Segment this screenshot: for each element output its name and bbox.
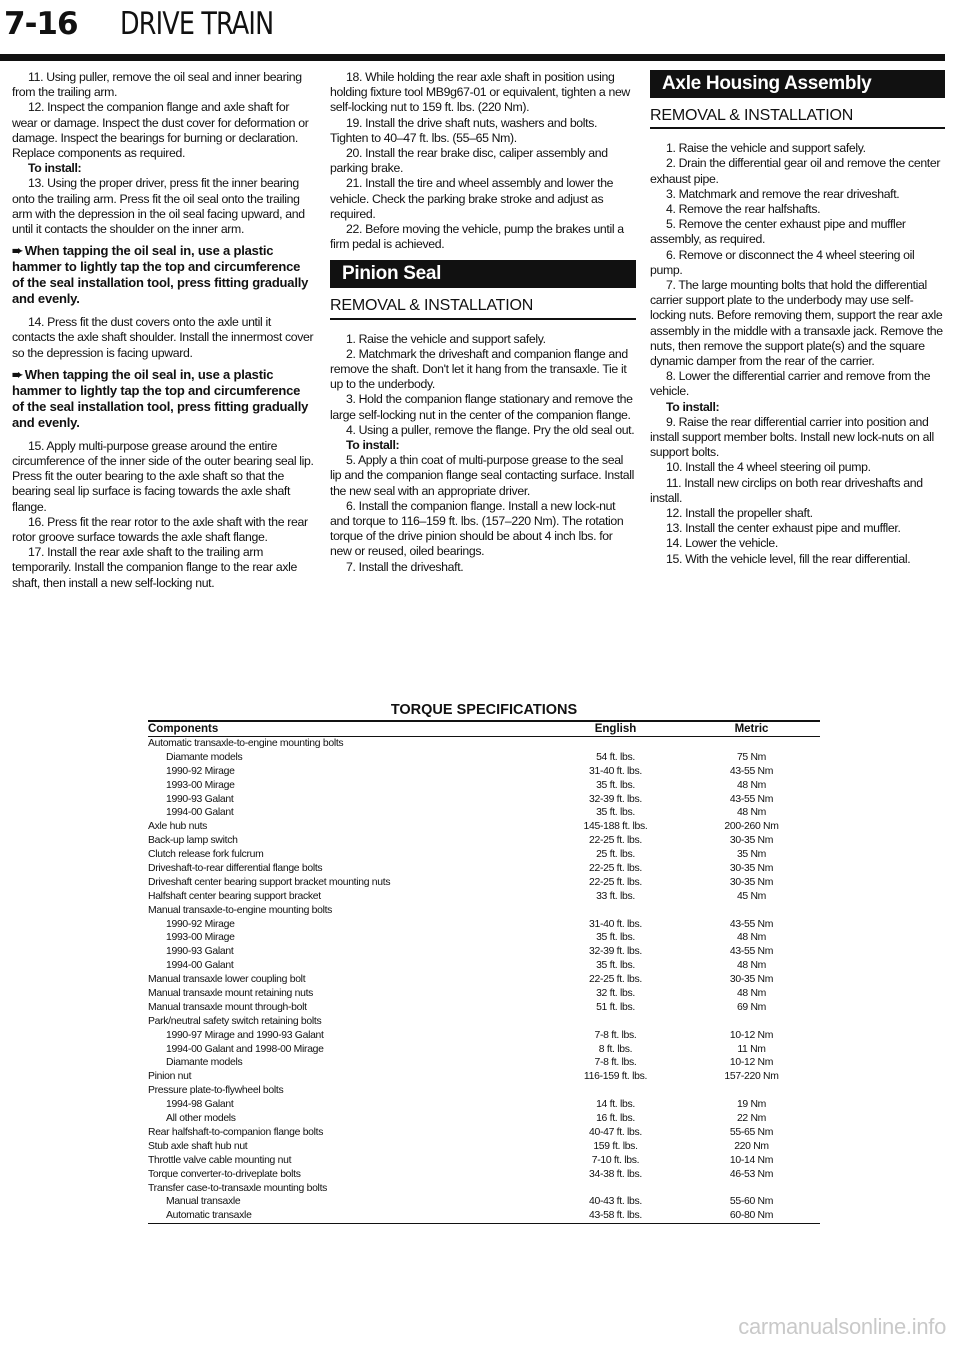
table-row [148, 1098, 820, 1112]
metric-cell [683, 1015, 820, 1029]
english-cell: 14 ft. lbs. [596, 1099, 635, 1111]
table-row [148, 1126, 820, 1140]
component-cell: Park/neutral safety switch retaining bolts [148, 1015, 322, 1027]
english-cell: 31-40 ft. lbs. [589, 765, 642, 777]
pinion-to-install-heading: To install: [346, 438, 400, 453]
english-cell: 33 ft. lbs. [596, 890, 635, 902]
metric-cell: 48 Nm [736, 932, 767, 944]
axle-removal-heading: REMOVAL & INSTALLATION [650, 108, 945, 129]
torque-header-row [148, 720, 820, 737]
english-cell: 7-8 ft. lbs. [594, 1057, 637, 1069]
component-cell: Driveshaft-to-rear differential flange bolts [148, 863, 323, 875]
step-21: 21. Install the tire and wheel assembly and lower the vehicle. Check the parking brake stroke and adjust as required. [330, 176, 614, 221]
table-row [148, 779, 820, 793]
table-row [148, 806, 820, 820]
component-cell: Rear halfshaft-to-companion flange bolts [148, 1126, 324, 1138]
watermark: carmanualsonline.info [738, 1314, 946, 1339]
pinion-step-2: 2. Matchmark the driveshaft and companion flange and remove the shaft. Don't let it hang from the transaxle. Tie it up to the underbody. [330, 346, 628, 392]
english-cell: 32 ft. lbs. [596, 988, 635, 1000]
english-cell: 8 ft. lbs. [598, 1043, 633, 1055]
column-3 [650, 70, 945, 567]
component-cell: Clutch release fork fulcrum [148, 849, 264, 861]
table-row [148, 1001, 820, 1015]
step-22: 22. Before moving the vehicle, pump the brakes until a firm pedal is achieved. [330, 222, 624, 252]
metric-cell: 43-55 Nm [729, 765, 774, 777]
metric-cell: 55-60 Nm [729, 1196, 774, 1208]
to-install-heading: To install: [28, 161, 82, 176]
metric-cell: 43-55 Nm [729, 793, 774, 805]
metric-cell: 75 Nm [736, 751, 767, 763]
metric-cell: 11 Nm [737, 1043, 766, 1055]
header-english: English [594, 723, 637, 735]
english-cell: 51 ft. lbs. [596, 1001, 635, 1013]
table-row [148, 765, 820, 779]
component-cell: 1994-00 Galant [166, 960, 234, 972]
component-cell: Throttle valve cable mounting nut [148, 1154, 292, 1166]
metric-cell [683, 737, 820, 751]
section-title: DRIVE TRAIN [120, 6, 274, 42]
axle-step-13: 13. Install the center exhaust pipe and muffler. [666, 521, 901, 536]
axle-step-4: 4. Remove the rear halfshafts. [666, 202, 821, 217]
component-cell: 1990-92 Mirage [166, 765, 235, 777]
torque-footer-rule [148, 1223, 820, 1224]
english-cell: 54 ft. lbs. [596, 751, 635, 763]
component-cell: Automatic transaxle-to-engine mounting bolts [148, 738, 344, 749]
torque-title: TORQUE SPECIFICATIONS [390, 702, 578, 718]
english-cell: 35 ft. lbs. [596, 807, 635, 819]
english-cell [548, 904, 683, 918]
english-cell: 40-43 ft. lbs. [589, 1196, 642, 1208]
metric-cell: 220 Nm [734, 1140, 769, 1152]
step-13: 13. Using the proper driver, press fit the inner bearing onto the trailing arm. Press fit the oil seal onto the trailing arm with the depression in the oil seal facing upward, and until it contacts the shoulder on the inner arm. [12, 176, 305, 237]
english-cell: 32-39 ft. lbs. [589, 946, 642, 958]
table-row [148, 862, 820, 876]
table-row [148, 1070, 820, 1084]
pinion-seal-heading: Pinion Seal [330, 260, 636, 288]
step-18: 18. While holding the rear axle shaft in position using holding fixture tool MB9g67-01 or equivalent, tighten a new self-locking nut to 159 ft. lbs. (220 Nm). [330, 70, 630, 115]
axle-step-11: 11. Install new circlips on both rear driveshafts and install. [650, 475, 923, 505]
note-2 [12, 367, 314, 431]
english-cell: 34-38 ft. lbs. [589, 1168, 642, 1180]
torque-body [148, 737, 820, 1223]
component-cell: Stub axle shaft hub nut [148, 1140, 248, 1152]
metric-cell: 30-35 Nm [729, 863, 774, 875]
english-cell: 35 ft. lbs. [596, 960, 635, 972]
component-cell: 1994-00 Galant and 1998-00 Mirage [166, 1043, 324, 1055]
axle-step-3: 3. Matchmark and remove the rear driveshaft. [666, 186, 900, 201]
axle-step-2: 2. Drain the differential gear oil and remove the center exhaust pipe. [650, 156, 941, 186]
english-cell [548, 1084, 683, 1098]
torque-specifications [148, 702, 820, 1224]
english-cell: 22-25 ft. lbs. [589, 876, 642, 888]
note-1-text: When tapping the oil seal in, use a plastic hammer to lightly tap the top and circumference of the seal installation tool, press fitting gradually and evenly. [12, 243, 309, 307]
step-15: 15. Apply multi-purpose grease around the entire circumference of the inner side of the outer bearing seal lip. Press fit the outer bearing to the axle shaft so that the bearing seal lip surface is facing towards the axle shaft flange. [12, 438, 314, 514]
component-cell: 1993-00 Mirage [166, 932, 235, 944]
metric-cell: 43-55 Nm [729, 918, 774, 930]
axle-step-10: 10. Install the 4 wheel steering oil pump. [666, 460, 871, 475]
step-14: 14. Press fit the dust covers onto the axle until it contacts the axle shaft shoulder. Install the innermost cover so the depression is facing upward. [12, 315, 314, 360]
table-row [148, 848, 820, 862]
step-12: 12. Inspect the companion flange and axle shaft for wear or damage. Inspect the dust cover for deformation or damage. Inspect the bearings for burning or declaration. Replace components as required. [12, 100, 309, 161]
axle-step-12: 12. Install the propeller shaft. [666, 506, 813, 521]
table-row [148, 876, 820, 890]
pinion-step-4: 4. Using a puller, remove the flange. Pry the old seal out. [346, 422, 635, 437]
english-cell: 116-159 ft. lbs. [583, 1071, 648, 1083]
component-cell: Manual transaxle [166, 1196, 241, 1208]
pinion-step-1: 1. Raise the vehicle and support safely. [346, 331, 546, 346]
table-row [148, 751, 820, 765]
metric-cell: 157-220 Nm [724, 1071, 779, 1083]
table-row [148, 945, 820, 959]
metric-cell: 10-14 Nm [729, 1154, 774, 1166]
component-cell: 1993-00 Mirage [166, 779, 235, 791]
table-row [148, 890, 820, 904]
note-arrow-icon: ➨ [12, 243, 23, 259]
english-cell: 32-39 ft. lbs. [589, 793, 642, 805]
table-row [148, 931, 820, 945]
table-row [148, 1195, 820, 1209]
english-cell: 22-25 ft. lbs. [589, 974, 642, 986]
metric-cell: 30-35 Nm [729, 974, 774, 986]
english-cell [548, 1182, 683, 1196]
component-cell: Pressure plate-to-flywheel bolts [148, 1085, 284, 1097]
table-row [148, 820, 820, 834]
component-cell: Back-up lamp switch [148, 835, 238, 847]
english-cell [548, 1015, 683, 1029]
component-cell: Driveshaft center bearing support bracket mounting nuts [148, 876, 391, 888]
table-row [148, 904, 820, 918]
metric-cell: 43-55 Nm [729, 946, 774, 958]
metric-cell: 45 Nm [736, 890, 767, 902]
axle-step-6: 6. Remove or disconnect the 4 wheel steering oil pump. [650, 247, 915, 277]
metric-cell: 48 Nm [736, 779, 767, 791]
metric-cell: 55-65 Nm [729, 1126, 774, 1138]
pinion-step-6: 6. Install the companion flange. Install a new lock-nut and torque to 116–159 ft. lbs. (157–220 Nm). The rotation torque of the drive pinion should be about 4 inch lbs. for new or reused, oiled bearings. [330, 498, 624, 559]
component-cell: 1990-97 Mirage and 1990-93 Galant [166, 1029, 324, 1041]
english-cell [548, 737, 683, 751]
table-row [148, 918, 820, 932]
table-row [148, 1168, 820, 1182]
component-cell: Diamante models [166, 1057, 243, 1069]
metric-cell: 60-80 Nm [729, 1210, 774, 1222]
english-cell: 7-8 ft. lbs. [594, 1029, 637, 1041]
component-cell: Manual transaxle mount retaining nuts [148, 988, 314, 1000]
component-cell: 1990-93 Galant [166, 946, 234, 958]
metric-cell: 48 Nm [736, 988, 767, 1000]
metric-cell: 200-260 Nm [724, 821, 779, 833]
page-header [0, 6, 960, 46]
metric-cell: 69 Nm [736, 1001, 767, 1013]
step-20: 20. Install the rear brake disc, caliper assembly and parking brake. [330, 146, 608, 176]
table-row [148, 1029, 820, 1043]
table-row [148, 1043, 820, 1057]
english-cell: 31-40 ft. lbs. [589, 918, 642, 930]
metric-cell: 19 Nm [736, 1099, 767, 1111]
component-cell: Torque converter-to-driveplate bolts [148, 1168, 301, 1180]
column-2 [330, 70, 636, 575]
component-cell: 1990-93 Galant [166, 793, 234, 805]
component-cell: Manual transaxle-to-engine mounting bolts [148, 904, 333, 916]
metric-cell [683, 1084, 820, 1098]
table-row [148, 1056, 820, 1070]
english-cell: 40-47 ft. lbs. [589, 1126, 642, 1138]
axle-step-8: 8. Lower the differential carrier and remove from the vehicle. [650, 369, 931, 399]
table-row [148, 737, 820, 751]
component-cell: Manual transaxle mount through-bolt [148, 1001, 307, 1013]
note-arrow-icon: ➨ [12, 366, 23, 382]
table-row [148, 793, 820, 807]
table-row [148, 1140, 820, 1154]
component-cell: 1994-00 Galant [166, 807, 234, 819]
header-metric: Metric [734, 723, 769, 735]
table-row [148, 987, 820, 1001]
pinion-step-7: 7. Install the driveshaft. [346, 559, 464, 574]
table-row [148, 1154, 820, 1168]
metric-cell: 46-53 Nm [729, 1168, 774, 1180]
pinion-removal-heading: REMOVAL & INSTALLATION [330, 298, 636, 319]
table-row [148, 834, 820, 848]
header-rule [0, 54, 945, 61]
component-cell: Axle hub nuts [148, 821, 208, 833]
table-row [148, 1084, 820, 1098]
step-16: 16. Press fit the rear rotor to the axle shaft with the rear rotor groove surface towards the axle shaft flange. [12, 514, 308, 545]
english-cell: 35 ft. lbs. [596, 779, 635, 791]
component-cell: Automatic transaxle [166, 1210, 252, 1222]
metric-cell: 48 Nm [736, 960, 767, 972]
page-number: 7-16 [4, 6, 78, 42]
metric-cell [683, 904, 820, 918]
component-cell: Transfer case-to-transaxle mounting bolts [148, 1182, 328, 1194]
axle-to-install-heading: To install: [666, 399, 720, 414]
component-cell: Pinion nut [148, 1071, 192, 1083]
table-row [148, 973, 820, 987]
axle-step-1: 1. Raise the vehicle and support safely. [666, 141, 866, 156]
english-cell: 7-10 ft. lbs. [591, 1154, 640, 1166]
component-cell: 1994-98 Galant [166, 1099, 234, 1111]
axle-step-14: 14. Lower the vehicle. [666, 536, 778, 551]
axle-step-15: 15. With the vehicle level, fill the rear differential. [666, 551, 911, 566]
english-cell: 43-58 ft. lbs. [589, 1210, 642, 1222]
english-cell: 145-188 ft. lbs. [583, 821, 648, 833]
axle-step-7: 7. The large mounting bolts that hold the differential carrier support plate to the underbody may use self-locking nuts. Before removing them, support the rear axle assembly in the middle with a transaxle jack. Remove the nuts, then remove the support plate(s) and the square dynamic damper from the rear of the carrier. [650, 278, 943, 369]
table-row [148, 1112, 820, 1126]
component-cell: Halfshaft center bearing support bracket [148, 890, 321, 902]
step-11: 11. Using puller, remove the oil seal and inner bearing from the trailing arm. [12, 70, 302, 100]
table-row [148, 959, 820, 973]
component-cell: Manual transaxle lower coupling bolt [148, 974, 306, 986]
table-row [148, 1209, 820, 1223]
english-cell: 22-25 ft. lbs. [589, 835, 642, 847]
component-cell: 1990-92 Mirage [166, 918, 235, 930]
english-cell: 16 ft. lbs. [596, 1113, 635, 1125]
axle-housing-heading: Axle Housing Assembly [650, 70, 945, 98]
metric-cell: 30-35 Nm [729, 876, 774, 888]
english-cell: 22-25 ft. lbs. [589, 863, 642, 875]
component-cell: Diamante models [166, 751, 243, 763]
axle-step-5: 5. Remove the center exhaust pipe and muffler assembly, as required. [650, 217, 906, 247]
metric-cell: 30-35 Nm [729, 835, 774, 847]
table-row [148, 1182, 820, 1196]
metric-cell: 48 Nm [736, 807, 767, 819]
pinion-step-3: 3. Hold the companion flange stationary and remove the large self-locking nut in the center of the companion flange. [330, 392, 633, 422]
metric-cell [683, 1182, 820, 1196]
axle-step-9: 9. Raise the rear differential carrier into position and install support member bolts. Install new lock-nuts on all support bolts. [650, 414, 934, 460]
english-cell: 25 ft. lbs. [596, 849, 635, 861]
step-17: 17. Install the rear axle shaft to the trailing arm temporarily. Install the companion flange to the rear axle shaft, then install a new self-locking nut. [12, 545, 298, 590]
english-cell: 35 ft. lbs. [596, 932, 635, 944]
metric-cell: 22 Nm [736, 1113, 767, 1125]
metric-cell: 10-12 Nm [729, 1057, 774, 1069]
metric-cell: 35 Nm [736, 849, 767, 861]
pinion-step-5: 5. Apply a thin coat of multi-purpose grease to the seal lip and the companion flange seal contacting surface. Install the new seal with an appropriate driver. [330, 453, 635, 498]
note-2-text: When tapping the oil seal in, use a plastic hammer to lightly tap the top and circumference of the seal installation tool, press fitting gradually and evenly. [12, 366, 309, 430]
step-19: 19. Install the drive shaft nuts, washers and bolts. Tighten to 40–47 ft. lbs. (55–65 Nm). [330, 115, 598, 145]
note-1 [12, 243, 314, 307]
component-cell: All other models [166, 1113, 236, 1125]
english-cell: 159 ft. lbs. [593, 1140, 638, 1152]
metric-cell: 10-12 Nm [729, 1029, 774, 1041]
table-row [148, 1015, 820, 1029]
header-components: Components [148, 723, 219, 735]
column-1 [12, 70, 314, 591]
